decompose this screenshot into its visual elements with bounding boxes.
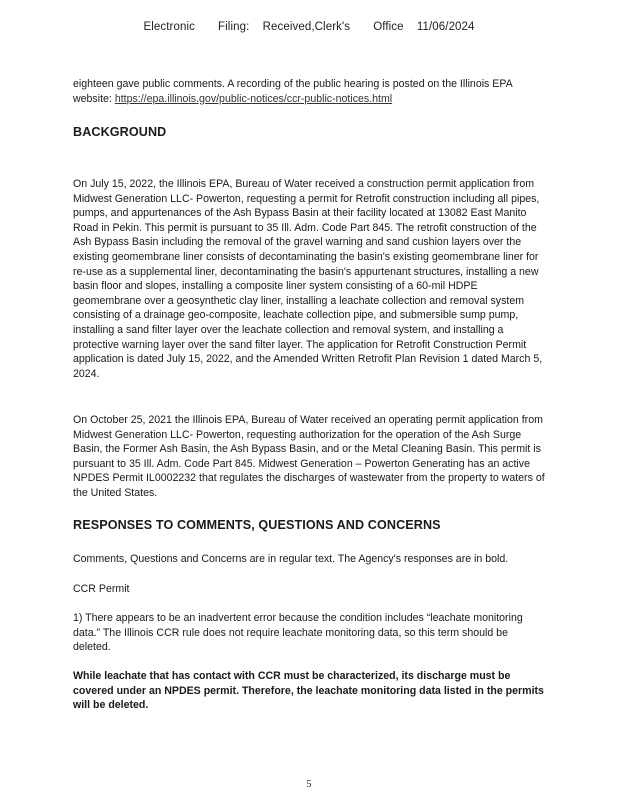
responses-legend-block (73, 552, 545, 567)
intro-block (73, 77, 545, 106)
background-paragraph-2: On October 25, 2021 the Illinois EPA, Bureau of Water received an operating permit application from Midwest Generation LLC- Powerton, requesting authorization for the operation of the Ash Surge Basin, the Former Ash Basin, the Ash Bypass Basin, and or the Metal Cleaning Basin. This permit is pursuant to 35 Ill. Adm. Code Part 845. Midwest Generation – Powerton Generating has an active NPDES Permit IL0002232 that regulates the discharges of wastewater from the property to waters of the United States. (73, 414, 545, 499)
responses-heading-block (73, 518, 545, 532)
ccr-permit-block (73, 582, 545, 597)
background-heading-block (73, 125, 545, 139)
background-heading: BACKGROUND (73, 125, 167, 139)
comment-1: 1) There appears to be an inadvertent error because the condition includes “leachate monitoring data.” The Illinois CCR rule does not require leachate monitoring data, so this term should be deleted. (73, 612, 523, 654)
response-1: While leachate that has contact with CCR must be characterized, its discharge must be covered under an NPDES permit. Therefore, the leachate monitoring data listed in the permits will be deleted. (73, 670, 544, 712)
page-number: 5 (306, 779, 312, 790)
background-paragraph-1: On July 15, 2022, the Illinois EPA, Bureau of Water received a construction permit application from Midwest Generation LLC- Powerton, requesting a permit for Retrofit construction including all pipes, pumps, and appurtenances of the Ash Bypass Basin at their facility located at 13082 East Manito Road in Pekin. This permit is pursuant to 35 Ill. Adm. Code Part 845. The retrofit construction of the Ash Bypass Basin including the removal of the gravel warning and sand cushion layers over the existing geomembrane liner consists of decontaminating the basin's existing geomembrane liner for re-use as a supplemental liner, decontaminating the basin's appurtenant structures, installing a new basin floor and slopes, installing a composite liner system consisting of a 60-mil HDPE geomembrane over a geosynthetic clay liner, installing a leachate collection and removal system consisting of a drainage geo-composite, leachate collection pipe, and submersible sump pump, installing a sand filter layer over the leachate collection and removal system, and installing a protective warning layer over the sand filter layer. The application for Retrofit Construction Permit application is dated July 15, 2022, and the Amended Written Retrofit Plan Revision 1 dated March 5, 2024. (73, 178, 543, 380)
header-date: 11/06/2024 (416, 21, 475, 33)
hearing-recording-link[interactable]: https://epa.illinois.gov/public-notices/ccr-public-notices.html (114, 92, 393, 105)
header-electronic: Electronic (143, 21, 195, 33)
background-paragraph-1-block (73, 177, 545, 381)
intro-text: eighteen gave public comments. A recording of the public hearing is posted on the Illinois EPA website: (73, 78, 513, 105)
comment-1-block (73, 611, 545, 655)
background-paragraph-2-block (73, 413, 545, 501)
header-office: Office (373, 21, 404, 33)
responses-heading: RESPONSES TO COMMENTS, QUESTIONS AND CONCERNS (73, 518, 441, 532)
responses-legend: Comments, Questions and Concerns are in regular text. The Agency's responses are in bold. (73, 553, 509, 565)
electronic-filing-header (0, 21, 618, 33)
response-1-block (73, 669, 545, 713)
ccr-permit-subheading: CCR Permit (73, 583, 130, 595)
header-filing: Filing: (218, 21, 250, 33)
intro-paragraph (73, 77, 545, 106)
header-received: Received,Clerk's (262, 21, 351, 33)
